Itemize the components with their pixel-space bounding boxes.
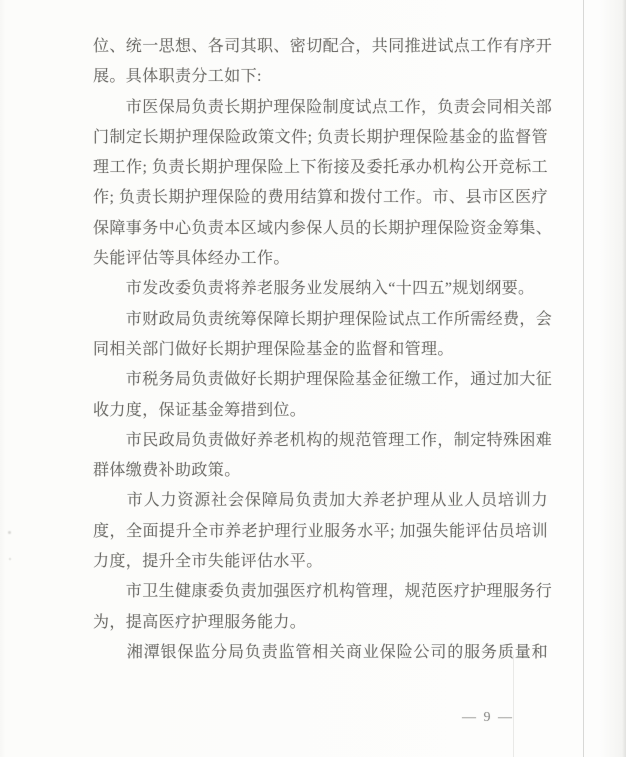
text-line: 作; 负责长期护理保险的费用结算和拨付工作。市、县市区医疗 xyxy=(93,189,548,207)
text-line: 群体缴费补助政策。 xyxy=(93,462,241,480)
text-line: 理工作; 负责长期护理保险上下衔接及委托承办机构公开竞标工 xyxy=(93,159,548,177)
text-line: 市民政局负责做好养老机构的规范管理工作，制定特殊困难 xyxy=(93,431,553,449)
text-line: 收力度，保证基金筹措到位。 xyxy=(93,401,307,419)
scan-artifact-line xyxy=(513,655,514,757)
text-line: 同相关部门做好长期护理保险基金的监督和管理。 xyxy=(93,340,454,358)
text-line: 度，全面提升全市养老护理行业服务水平; 加强失能评估员培训 xyxy=(93,522,548,540)
scan-artifact-line xyxy=(583,0,584,757)
text-line: 门制定长期护理保险政策文件; 负责长期护理保险基金的监督管 xyxy=(93,128,548,146)
text-line: 为，提高医疗护理服务能力。 xyxy=(93,613,307,631)
text-line: 保障事务中心负责本区域内参保人员的长期护理保险资金筹集、 xyxy=(93,219,553,237)
text-line: 位、统一思想、各司其职、密切配合，共同推进试点工作有序开 xyxy=(93,38,553,55)
text-line: 市发改委负责将养老服务业发展纳入“十四五”规划纲要。 xyxy=(93,280,535,298)
page-number: — 9 — xyxy=(462,710,514,725)
text-line: 市人力资源社会保障局负责加大养老护理从业人员培训力 xyxy=(93,492,548,510)
text-line: 市税务局负责做好长期护理保险基金征缴工作，通过加大征 xyxy=(93,371,553,389)
scan-edge xyxy=(622,0,626,757)
text-line: 市财政局负责统筹保障长期护理保险试点工作所需经费，会 xyxy=(93,310,553,328)
text-line: 市卫生健康委负责加强医疗机构管理，规范医疗护理服务行 xyxy=(93,583,553,601)
scan-speck xyxy=(8,531,11,534)
text-line: 市医保局负责长期护理保险制度试点工作，负责会同相关部 xyxy=(93,98,553,116)
text-line: 失能评估等具体经办工作。 xyxy=(93,250,290,268)
text-line: 湘潭银保监分局负责监管相关商业保险公司的服务质量和 xyxy=(93,643,548,661)
scan-speck xyxy=(9,558,11,560)
text-line: 力度，提升全市失能评估水平。 xyxy=(93,553,323,571)
text-line: 展。具体职责分工如下: xyxy=(93,68,262,86)
document-body xyxy=(93,32,553,668)
